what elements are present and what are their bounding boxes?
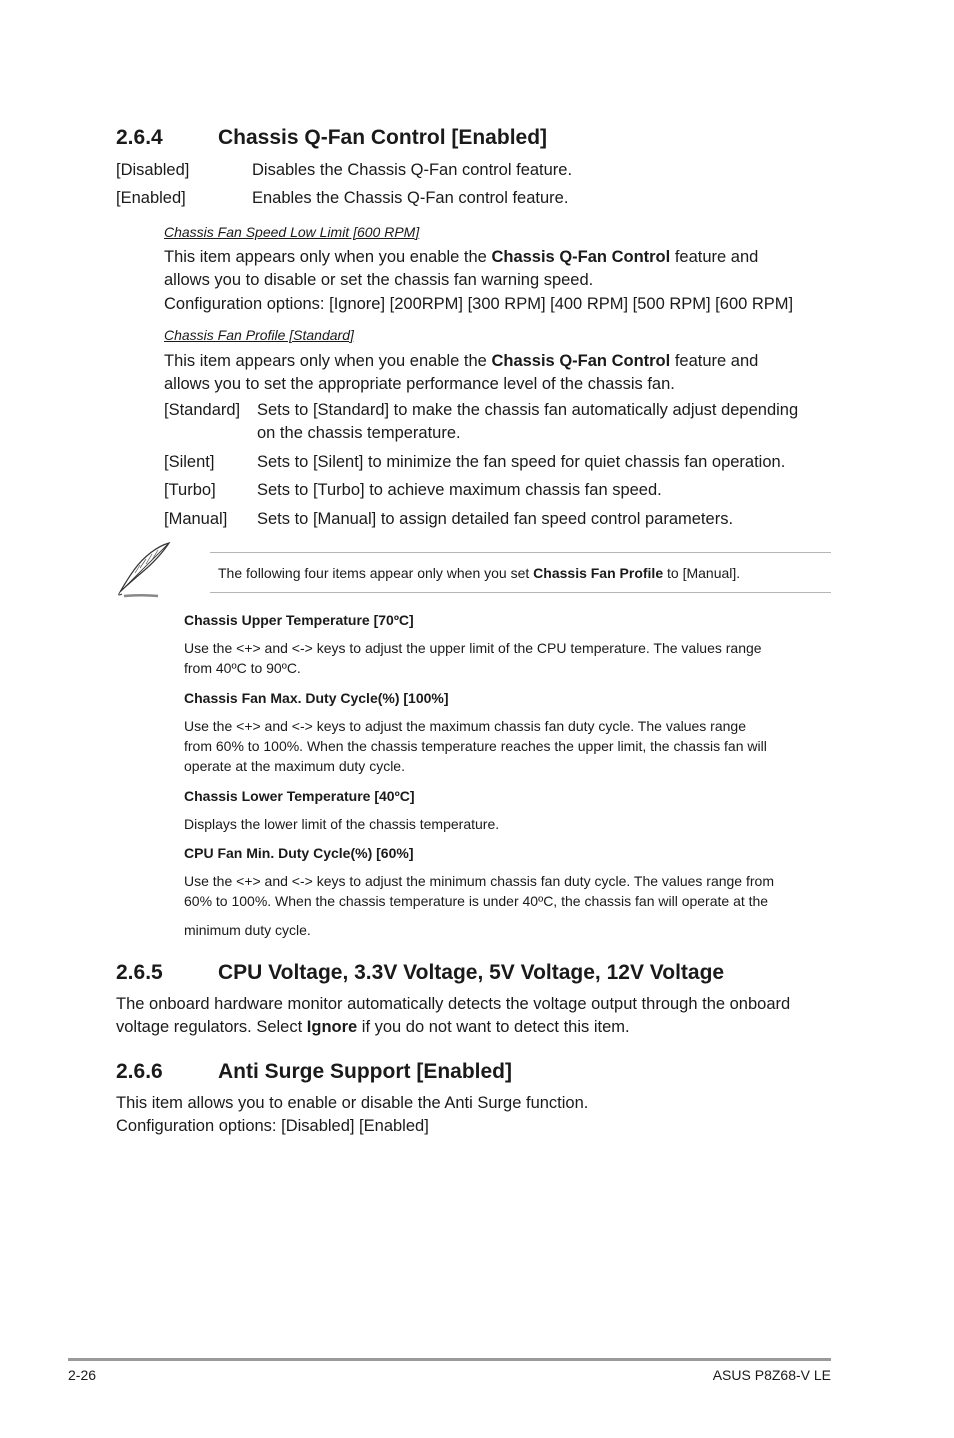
- option-key-disabled: [Disabled]: [116, 161, 190, 179]
- profile-paragraph-line1: This item appears only when you enable the Chassis Q-Fan Control feature and: [164, 352, 759, 370]
- item-text-min-duty-line3: minimum duty cycle.: [184, 922, 311, 938]
- section-title-2-6-4: Chassis Q-Fan Control [Enabled]: [218, 126, 548, 149]
- voltage-paragraph-line1: The onboard hardware monitor automatically detects the voltage output through the onboard: [116, 995, 791, 1013]
- item-text-max-duty-line3: operate at the maximum duty cycle.: [184, 758, 405, 774]
- item-text-upper-temp-line2: from 40ºC to 90ºC.: [184, 660, 301, 676]
- footer-product-name: ASUS P8Z68-V LE: [712, 1367, 831, 1383]
- section-title-2-6-5: CPU Voltage, 3.3V Voltage, 5V Voltage, 12V Voltage: [218, 961, 725, 984]
- section-number-2-6-6: 2.6.6: [116, 1060, 163, 1083]
- option-desc-disabled: Disables the Chassis Q-Fan control feature.: [252, 161, 573, 179]
- speed-limit-paragraph-line1: This item appears only when you enable the Chassis Q-Fan Control feature and: [164, 248, 759, 266]
- section-number-2-6-5: 2.6.5: [116, 961, 163, 984]
- speed-limit-config-options: Configuration options: [Ignore] [200RPM] [300 RPM] [400 RPM] [500 RPM] [600 RPM]: [164, 295, 794, 313]
- item-text-min-duty-line2: 60% to 100%. When the chassis temperature is under 40ºC, the chassis fan will operate at the: [184, 893, 769, 909]
- option-desc-enabled: Enables the Chassis Q-Fan control feature.: [252, 189, 569, 207]
- item-heading-lower-temp: Chassis Lower Temperature [40ºC]: [184, 788, 415, 804]
- note-top-rule: [210, 552, 831, 553]
- item-text-max-duty-line2: from 60% to 100%. When the chassis temperature reaches the upper limit, the chassis fan will: [184, 738, 767, 754]
- profile-option-key-standard: [Standard]: [164, 401, 241, 419]
- note-bottom-rule: [210, 592, 831, 593]
- subheading-speed-low-limit: Chassis Fan Speed Low Limit [600 RPM]: [164, 224, 420, 240]
- item-text-upper-temp-line1: Use the <+> and <-> keys to adjust the upper limit of the CPU temperature. The values range: [184, 640, 762, 656]
- profile-option-key-silent: [Silent]: [164, 453, 215, 471]
- speed-limit-paragraph-line2: allows you to disable or set the chassis fan warning speed.: [164, 271, 594, 289]
- section-title-2-6-6: Anti Surge Support [Enabled]: [218, 1060, 512, 1083]
- item-heading-min-duty: CPU Fan Min. Duty Cycle(%) [60%]: [184, 845, 414, 861]
- note-text: The following four items appear only when you set Chassis Fan Profile to [Manual].: [218, 565, 741, 581]
- option-key-enabled: [Enabled]: [116, 189, 186, 207]
- profile-paragraph-line2: allows you to set the appropriate performance level of the chassis fan.: [164, 375, 675, 393]
- profile-option-desc-silent: Sets to [Silent] to minimize the fan speed for quiet chassis fan operation.: [257, 453, 786, 471]
- footer-rule: [68, 1358, 831, 1361]
- profile-option-desc-turbo: Sets to [Turbo] to achieve maximum chassis fan speed.: [257, 481, 662, 499]
- item-text-min-duty-line1: Use the <+> and <-> keys to adjust the minimum chassis fan duty cycle. The values range from: [184, 873, 774, 889]
- profile-option-desc-standard: Sets to [Standard] to make the chassis fan automatically adjust depending: [257, 401, 799, 419]
- item-heading-max-duty: Chassis Fan Max. Duty Cycle(%) [100%]: [184, 690, 449, 706]
- section-number-2-6-4: 2.6.4: [116, 126, 163, 149]
- footer-page-number: 2-26: [68, 1367, 97, 1383]
- profile-option-key-turbo: [Turbo]: [164, 481, 216, 499]
- subheading-fan-profile: Chassis Fan Profile [Standard]: [164, 327, 354, 343]
- item-text-max-duty-line1: Use the <+> and <-> keys to adjust the maximum chassis fan duty cycle. The values range: [184, 718, 746, 734]
- item-text-lower-temp: Displays the lower limit of the chassis temperature.: [184, 816, 500, 832]
- note-pen-icon: [114, 540, 174, 598]
- profile-option-key-manual: [Manual]: [164, 510, 228, 528]
- voltage-paragraph-line2: voltage regulators. Select Ignore if you do not want to detect this item.: [116, 1018, 630, 1036]
- anti-surge-config-options: Configuration options: [Disabled] [Enabled]: [116, 1117, 429, 1135]
- item-heading-upper-temp: Chassis Upper Temperature [70ºC]: [184, 612, 414, 628]
- anti-surge-paragraph-line1: This item allows you to enable or disable the Anti Surge function.: [116, 1094, 589, 1112]
- profile-option-desc-standard-cont: on the chassis temperature.: [257, 424, 461, 442]
- profile-option-desc-manual: Sets to [Manual] to assign detailed fan speed control parameters.: [257, 510, 734, 528]
